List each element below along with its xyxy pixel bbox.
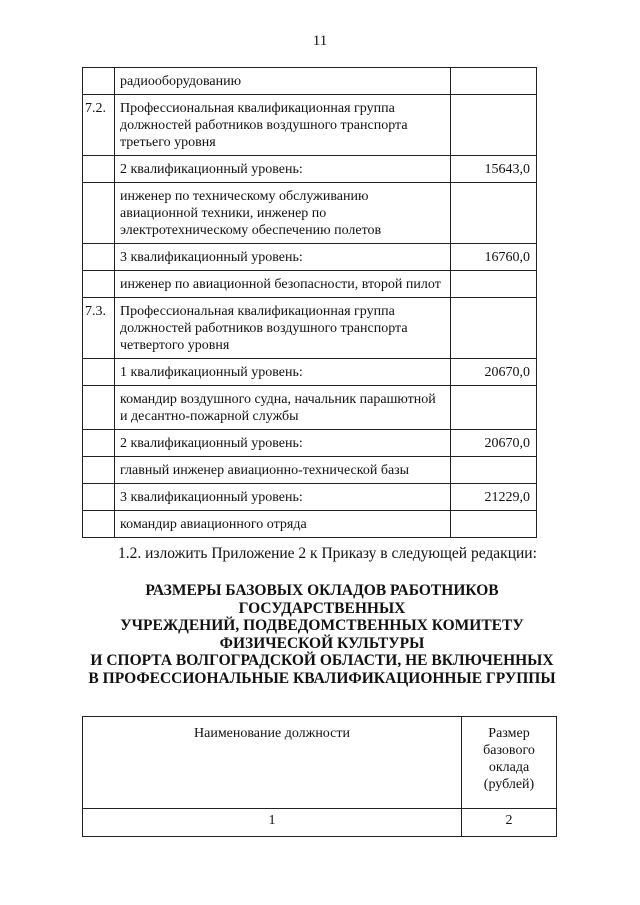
position-text: 1 квалификационный уровень:	[115, 359, 451, 386]
position-text: 3 квалификационный уровень:	[115, 244, 451, 271]
row-number	[83, 457, 115, 484]
section-heading	[82, 582, 562, 688]
table-row	[83, 68, 537, 95]
position-text: командир авиационного отряда	[115, 511, 451, 538]
position-text: 2 квалификационный уровень:	[115, 430, 451, 457]
table-row	[83, 95, 537, 156]
table-row	[83, 359, 537, 386]
salary-value: 20670,0	[451, 430, 537, 457]
position-text: главный инженер авиационно-технической базы	[115, 457, 451, 484]
heading-line: ФИЗИЧЕСКОЙ КУЛЬТУРЫ	[219, 634, 425, 652]
row-number	[83, 68, 115, 95]
position-text: 2 квалификационный уровень:	[115, 156, 451, 183]
salary-value	[451, 457, 537, 484]
header-line: базового	[483, 743, 535, 758]
position-text: 3 квалификационный уровень:	[115, 484, 451, 511]
row-number	[83, 484, 115, 511]
column-index: 2	[462, 809, 557, 837]
column-index: 1	[83, 809, 462, 837]
table-row	[83, 298, 537, 359]
salary-value	[451, 183, 537, 244]
heading-line: ГОСУДАРСТВЕННЫХ	[238, 599, 406, 617]
row-number	[83, 156, 115, 183]
salary-value	[451, 511, 537, 538]
salary-value	[451, 298, 537, 359]
row-number	[83, 183, 115, 244]
row-number	[83, 386, 115, 430]
salary-table	[82, 67, 537, 538]
salary-value	[451, 271, 537, 298]
table-header-row	[83, 717, 557, 809]
row-number: 7.2.	[83, 95, 115, 156]
position-text: радиооборудованию	[115, 68, 451, 95]
salary-value: 21229,0	[451, 484, 537, 511]
salary-value	[451, 95, 537, 156]
position-text: Профессиональная квалификационная группа должностей работников воздушного транспорта третьего уровня	[115, 95, 451, 156]
row-number	[83, 359, 115, 386]
table-row	[83, 244, 537, 271]
column-index-row	[83, 809, 557, 837]
amendment-text: 1.2. изложить Приложение 2 к Приказу в следующей редакции:	[118, 545, 537, 562]
row-number	[83, 430, 115, 457]
table-row	[83, 386, 537, 430]
table-row	[83, 511, 537, 538]
salary-value: 16760,0	[451, 244, 537, 271]
page-number: 11	[312, 33, 328, 49]
table-row	[83, 183, 537, 244]
salary-value	[451, 68, 537, 95]
position-text: Профессиональная квалификационная группа должностей работников воздушного транспорта четвертого уровня	[115, 298, 451, 359]
heading-line: РАЗМЕРЫ БАЗОВЫХ ОКЛАДОВ РАБОТНИКОВ	[145, 582, 499, 599]
salary-value: 15643,0	[451, 156, 537, 183]
salary-value: 20670,0	[451, 359, 537, 386]
heading-line: В ПРОФЕССИОНАЛЬНЫЕ КВАЛИФИКАЦИОННЫЕ ГРУППЫ	[88, 669, 556, 687]
table-row	[83, 430, 537, 457]
position-text: командир воздушного судна, начальник парашютной и десантно-пожарной службы	[115, 386, 451, 430]
row-number: 7.3.	[83, 298, 115, 359]
position-text: инженер по техническому обслуживанию авиационной техники, инженер по электротехническому обеспечению полетов	[115, 183, 451, 244]
table-row	[83, 484, 537, 511]
position-text: инженер по авиационной безопасности, второй пилот	[115, 271, 451, 298]
row-number	[83, 271, 115, 298]
table-row	[83, 457, 537, 484]
heading-line: УЧРЕЖДЕНИЙ, ПОДВЕДОМСТВЕННЫХ КОМИТЕТУ	[120, 617, 524, 635]
salary-value	[451, 386, 537, 430]
base-salary-table	[82, 716, 557, 837]
table-row	[83, 271, 537, 298]
row-number	[83, 511, 115, 538]
header-line: оклада	[488, 760, 530, 775]
heading-line: И СПОРТА ВОЛГОГРАДСКОЙ ОБЛАСТИ, НЕ ВКЛЮЧЕННЫХ	[90, 652, 554, 670]
header-line: Размер	[488, 726, 530, 741]
row-number	[83, 244, 115, 271]
position-name-header: Наименование должности	[83, 717, 462, 809]
salary-table-body	[83, 68, 537, 538]
base-salary-header	[462, 717, 557, 809]
table-row	[83, 156, 537, 183]
header-line: (рублей)	[483, 777, 535, 792]
